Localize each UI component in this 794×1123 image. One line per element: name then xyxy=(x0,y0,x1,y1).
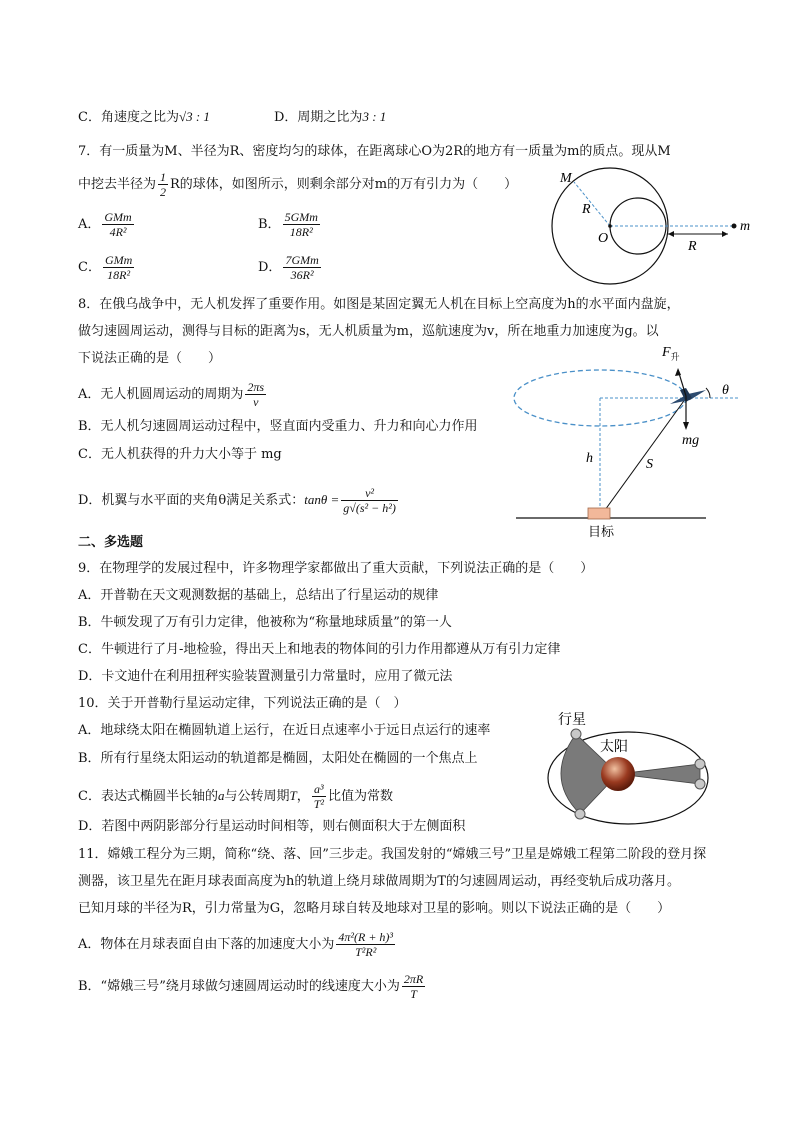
q10-option-d: D．若图中两阴影部分行星运动时间相等，则右侧面积大于左侧面积 xyxy=(78,819,466,834)
q10-kepler-figure xyxy=(540,706,720,828)
q8-option-d: D．机翼与水平面的夹角θ满足关系式：tanθ = $\frac{\text{v²}}{\text{g√(s² − h²)}}$ xyxy=(78,486,396,515)
q7-option-a: A． $\frac{\text{GMm}}{\text{4R²}}$ xyxy=(78,210,132,239)
q9-option-d: D．卡文迪什在利用扭秤实验装置测量引力常量时，应用了微元法 xyxy=(78,669,453,684)
label-M: M xyxy=(560,171,572,186)
label-mg: mg xyxy=(682,433,700,448)
center-point xyxy=(608,224,612,228)
q7-half-fraction: $\frac{1}{2}$ xyxy=(160,170,167,199)
q11-option-a: A．物体在月球表面自由下落的加速度大小为 $\frac{\text{4π²(R + h)³}}{\text{T²R²}}$ xyxy=(78,930,394,959)
q6-option-d: D．周期之比为3 : 1 xyxy=(274,109,387,125)
q11-option-b: B．“嫦娥三号”绕月球做匀速圆周运动时的线速度大小为 $\frac{2\pi R}{T}$ xyxy=(78,972,424,1001)
planet-pos-2 xyxy=(575,809,585,819)
q9-stem: 9．在物理学的发展过程中，许多物理学家都做出了重大贡献，下列说法正确的是（ ） xyxy=(78,561,594,576)
label-planet: 行星 xyxy=(558,713,586,728)
q7-option-c: C． $\frac{\text{GMm}}{\text{18R²}}$ xyxy=(78,253,133,282)
q6-option-c: C．角速度之比为√3 : 1 xyxy=(78,109,210,125)
label-m: m xyxy=(740,219,750,234)
q7-option-b: B． $\frac{\text{5GMm}}{\text{18R²}}$ xyxy=(258,210,318,239)
q7-stem-line1: 7．有一质量为M、半径为R、密度均匀的球体，在距离球心O为2R的地方有一质量为m的质点。现从M xyxy=(78,144,671,159)
planet-pos-3 xyxy=(695,759,705,769)
label-sun: 太阳 xyxy=(600,740,628,755)
sight-line xyxy=(605,398,686,510)
q10-stem: 10．关于开普勒行星运动定律，下列说法正确的是（ ） xyxy=(78,696,407,711)
q9-option-a: A．开普勒在天文观测数据的基础上，总结出了行星运动的规律 xyxy=(78,588,439,603)
q8-option-c: C．无人机获得的升力大小等于 mg xyxy=(78,447,282,462)
label-theta: θ xyxy=(722,383,729,398)
q8-stem-line2: 做匀速圆周运动，测得与目标的距离为s，无人机质量为m，巡航速度为v，所在地重力加速度为g。以 xyxy=(78,324,659,339)
planet-pos-4 xyxy=(695,779,705,789)
q7-option-d: D． $\frac{\text{7GMm}}{\text{36R²}}$ xyxy=(258,253,319,282)
planet-pos-1 xyxy=(571,729,581,739)
q7-sphere-figure xyxy=(550,160,750,290)
q7-stem-line2: 中挖去半径为 $\frac{1}{2}$ R的球体，如图所示，则剩余部分对m的万有引力为（ ） xyxy=(78,170,518,199)
target-box xyxy=(588,508,610,519)
section-title-multi-choice: 二、多选题 xyxy=(78,535,144,550)
label-O: O xyxy=(598,231,609,246)
label-R1: R xyxy=(582,202,591,217)
q10-option-b: B．所有行星绕太阳运动的轨道都是椭圆，太阳处在椭圆的一个焦点上 xyxy=(78,751,478,766)
label-R2: R xyxy=(688,239,697,254)
sun-icon xyxy=(601,757,635,791)
q8-option-a: A．无人机圆周运动的周期为 $\frac{2\pi s}{v}$ xyxy=(78,380,265,409)
q9-option-b: B．牛顿发现了万有引力定律，他被称为“称量地球质量”的第一人 xyxy=(78,615,452,630)
q11-stem-line3: 已知月球的半径为R，引力常量为G，忽略月球自转及地球对卫星的影响。则以下说法正确的是（ ） xyxy=(78,901,671,916)
label-F: $F_升$ xyxy=(662,345,680,363)
q8-option-b: B．无人机匀速圆周运动过程中，竖直面内受重力、升力和向心力作用 xyxy=(78,419,478,434)
q8-drone-figure xyxy=(510,340,750,540)
q8-stem-line1: 8．在俄乌战争中，无人机发挥了重要作用。如图是某固定翼无人机在目标上空高度为h的水平面内盘旋， xyxy=(78,297,680,312)
q10-option-c: C．表达式椭圆半长轴的a与公转周期T， $\frac{\text{a³}}{\text{T²}}$ 比值为常数 xyxy=(78,782,394,811)
particle-m xyxy=(732,224,737,229)
label-S: S xyxy=(646,457,653,472)
q11-stem-line2: 测器，该卫星先在距月球表面高度为h的轨道上绕月球做周期为T的匀速圆周运动，再经变轨后成功落月。 xyxy=(78,874,681,889)
q11-stem-line1: 11．嫦娥工程分为三期，简称“绕、落、回”三步走。我国发射的“嫦娥三号”卫星是嫦娥工程第二阶段的登月探 xyxy=(78,847,707,862)
q10-option-a: A．地球绕太阳在椭圆轨道上运行，在近日点速率小于远日点运行的速率 xyxy=(78,723,491,738)
radius-line xyxy=(574,182,610,226)
drone-icon xyxy=(670,388,706,404)
angle-arc xyxy=(706,388,710,398)
q8-stem-line3: 下说法正确的是（ ） xyxy=(78,351,222,366)
label-h: h xyxy=(586,451,593,466)
q9-option-c: C．牛顿进行了月-地检验，得出天上和地表的物体间的引力作用都遵从万有引力定律 xyxy=(78,642,561,657)
label-target: 目标 xyxy=(588,524,615,539)
